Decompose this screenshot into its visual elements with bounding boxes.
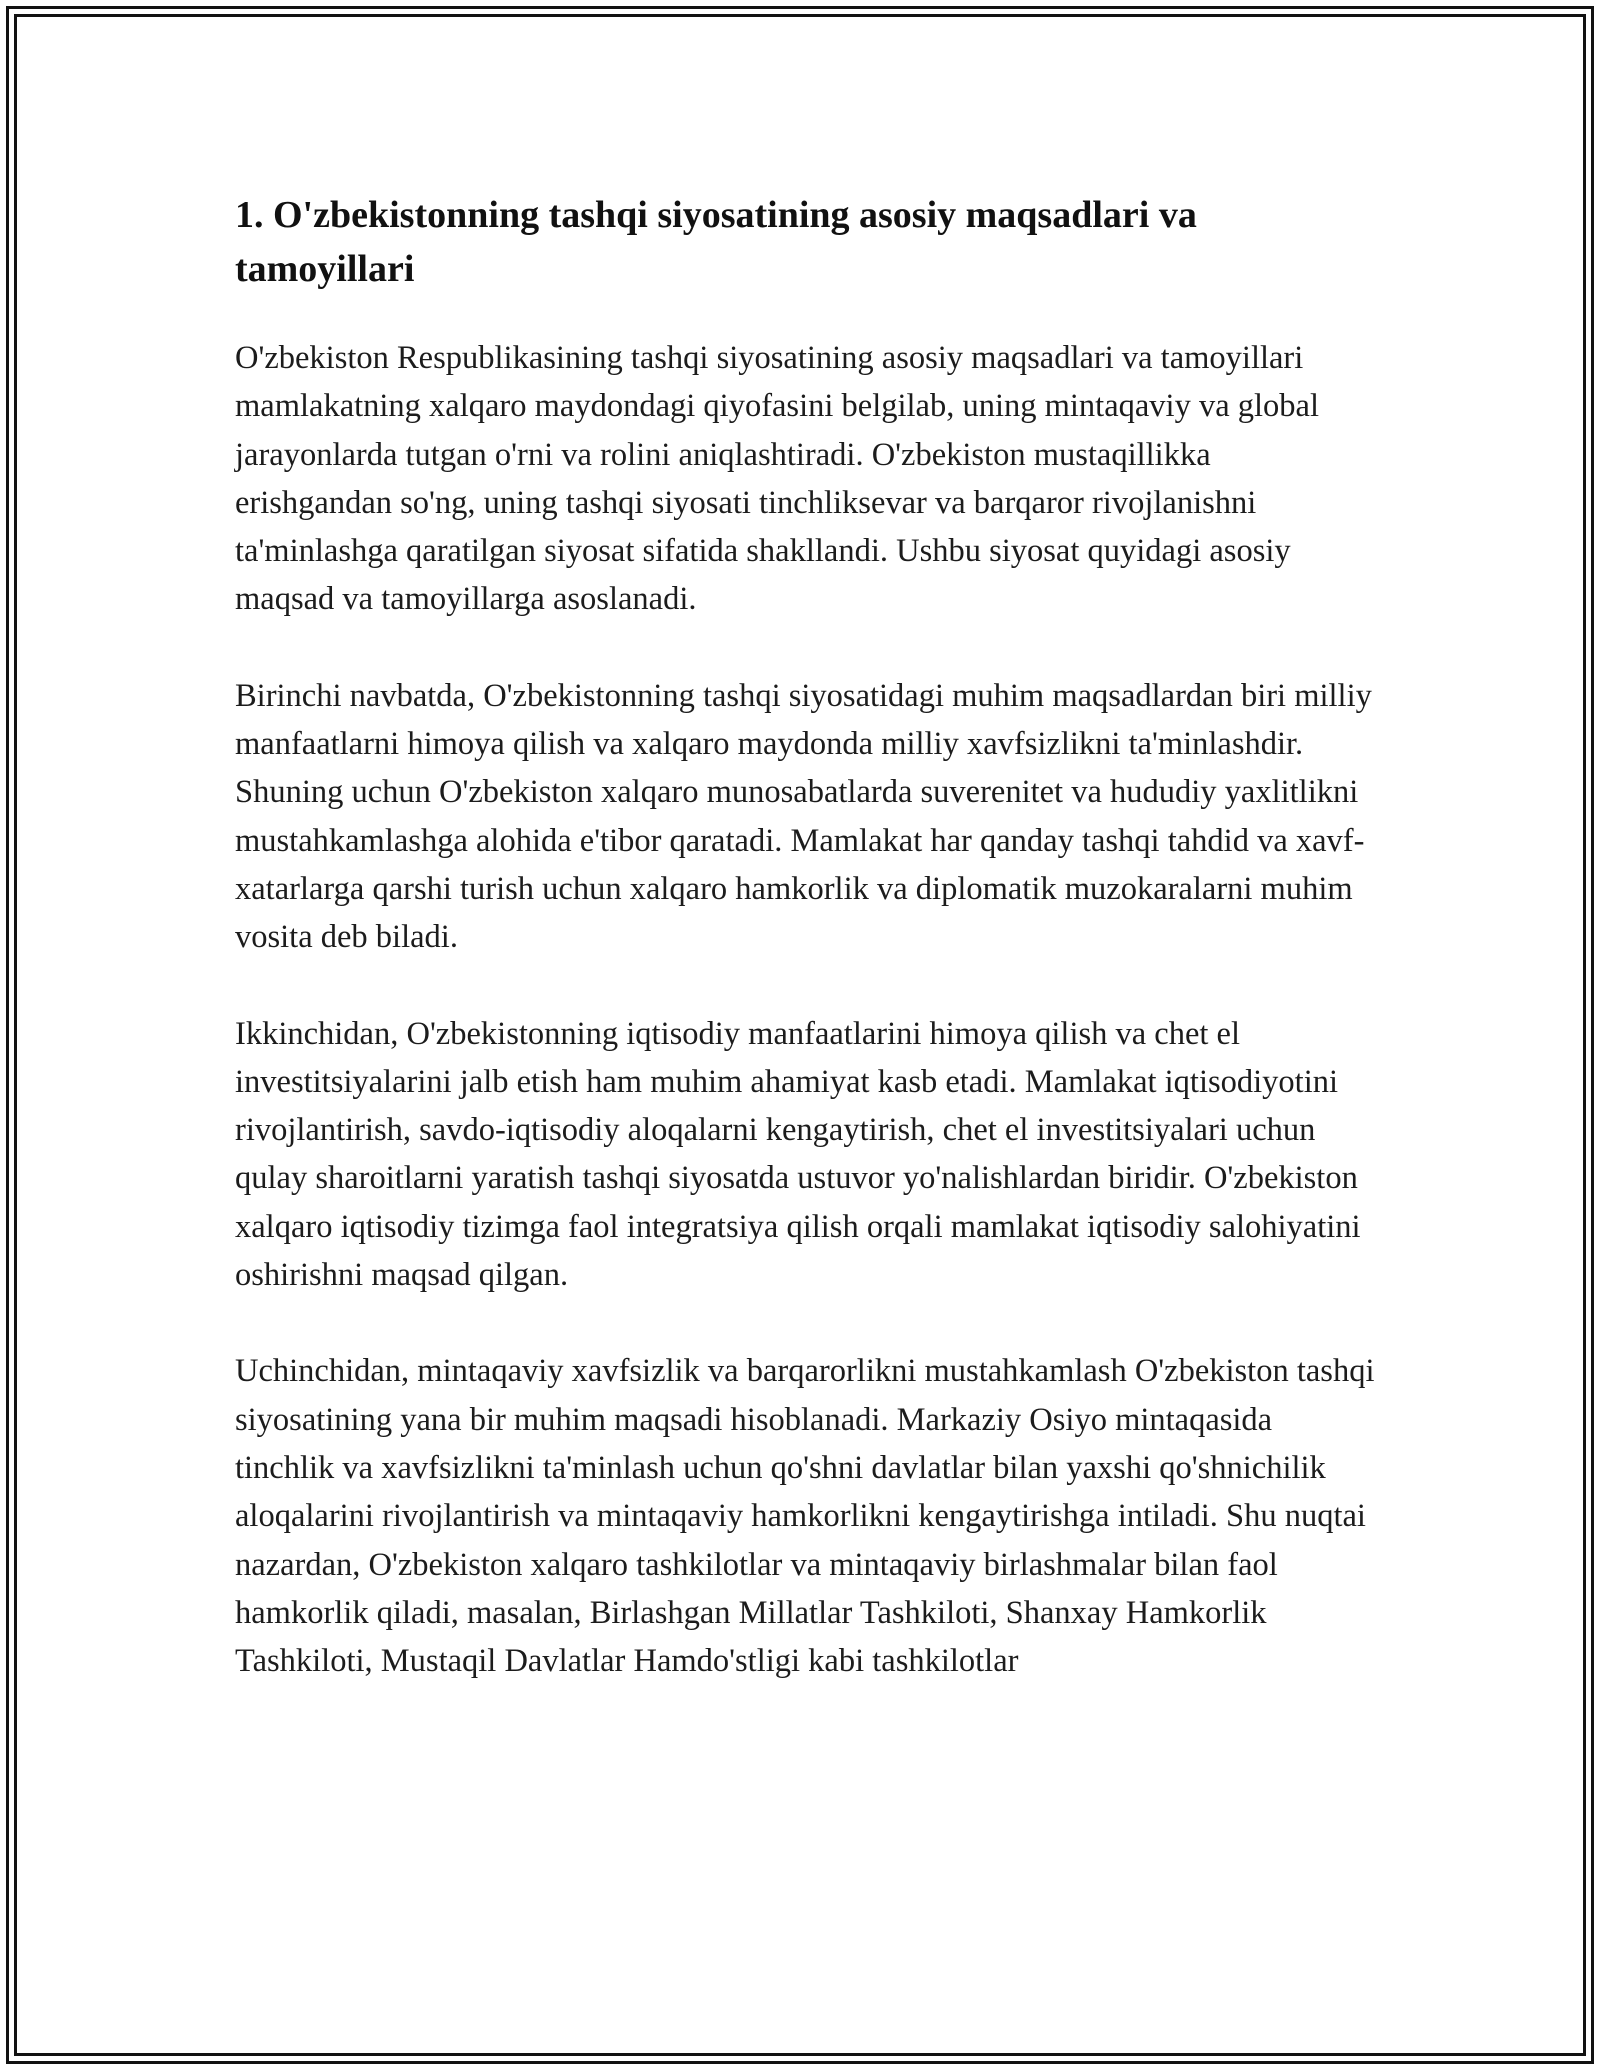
paragraph-first: Birinchi navbatda, O'zbekistonning tashqi siyosatidagi muhim maqsadlardan biri milliy manfaatlarni himoya qilish va xalqaro maydonda milliy xavfsizlikni ta'minlashdir. Shuning uchun O'zbekiston xalqaro munosabatlarda suverenitet va hududiy yaxlitlikni mustahkamlashga alohida e'tibor qaratadi. Mamlakat har qanday tashqi tahdid va xavf-xatarlarga qarshi turish uchun xalqaro hamkorlik va diplomatik muzokaralarni muhim vosita deb biladi.	[235, 677, 1372, 956]
paragraph-second: Ikkinchidan, O'zbekistonning iqtisodiy manfaatlarini himoya qilish va chet el investitsiyalarini jalb etish ham muhim ahamiyat kasb etadi. Mamlakat iqtisodiyotini rivojlantirish, savdo-iqtisodiy aloqalarni kengaytirish, chet el investitsiyalari uchun qulay sharoitlarni yaratish tashqi siyosatda ustuvor yo'nalishlardan biridir. O'zbekiston xalqaro iqtisodiy tizimga faol integratsiya qilish orqali mamlakat iqtisodiy salohiyatini oshirishni maqsad qilgan.	[235, 1015, 1361, 1294]
paragraph-intro: O'zbekiston Respublikasining tashqi siyosatining asosiy maqsadlari va tamoyillari mamlakatning xalqaro maydondagi qiyofasini belgilab, uning mintaqaviy va global jarayonlarda tutgan o'rni va rolini aniqlashtiradi. O'zbekiston mustaqillikka erishgandan so'ng, uning tashqi siyosati tinchliksevar va barqaror rivojlanishni ta'minlashga qaratilgan siyosat sifatida shakllandi. Ushbu siyosat quyidagi asosiy maqsad va tamoyillarga asoslanadi.	[235, 340, 1319, 618]
section-heading: 1. O'zbekistonning tashqi siyosatining asosiy maqsadlari va tamoyillari	[235, 194, 1197, 290]
paragraph-third: Uchinchidan, mintaqaviy xavfsizlik va barqarorlikni mustahkamlash O'zbekiston tashqi siyosatining yana bir muhim maqsadi hisoblanadi. Markaziy Osiyo mintaqasida tinchlik va xavfsizlikni ta'minlash uchun qo'shni davlatlar bilan yaxshi qo'shnichilik aloqalarini rivojlantirish va mintaqaviy hamkorlikni kengaytirishga intiladi. Shu nuqtai nazardan, O'zbekiston xalqaro tashkilotlar va mintaqaviy birlashmalar bilan faol hamkorlik qiladi, masalan, Birlashgan Millatlar Tashkiloti, Shanxay Hamkorlik Tashkiloti, Mustaqil Davlatlar Hamdo'stligi kabi tashkilotlar	[235, 1353, 1375, 1680]
document-body	[235, 188, 1375, 1733]
